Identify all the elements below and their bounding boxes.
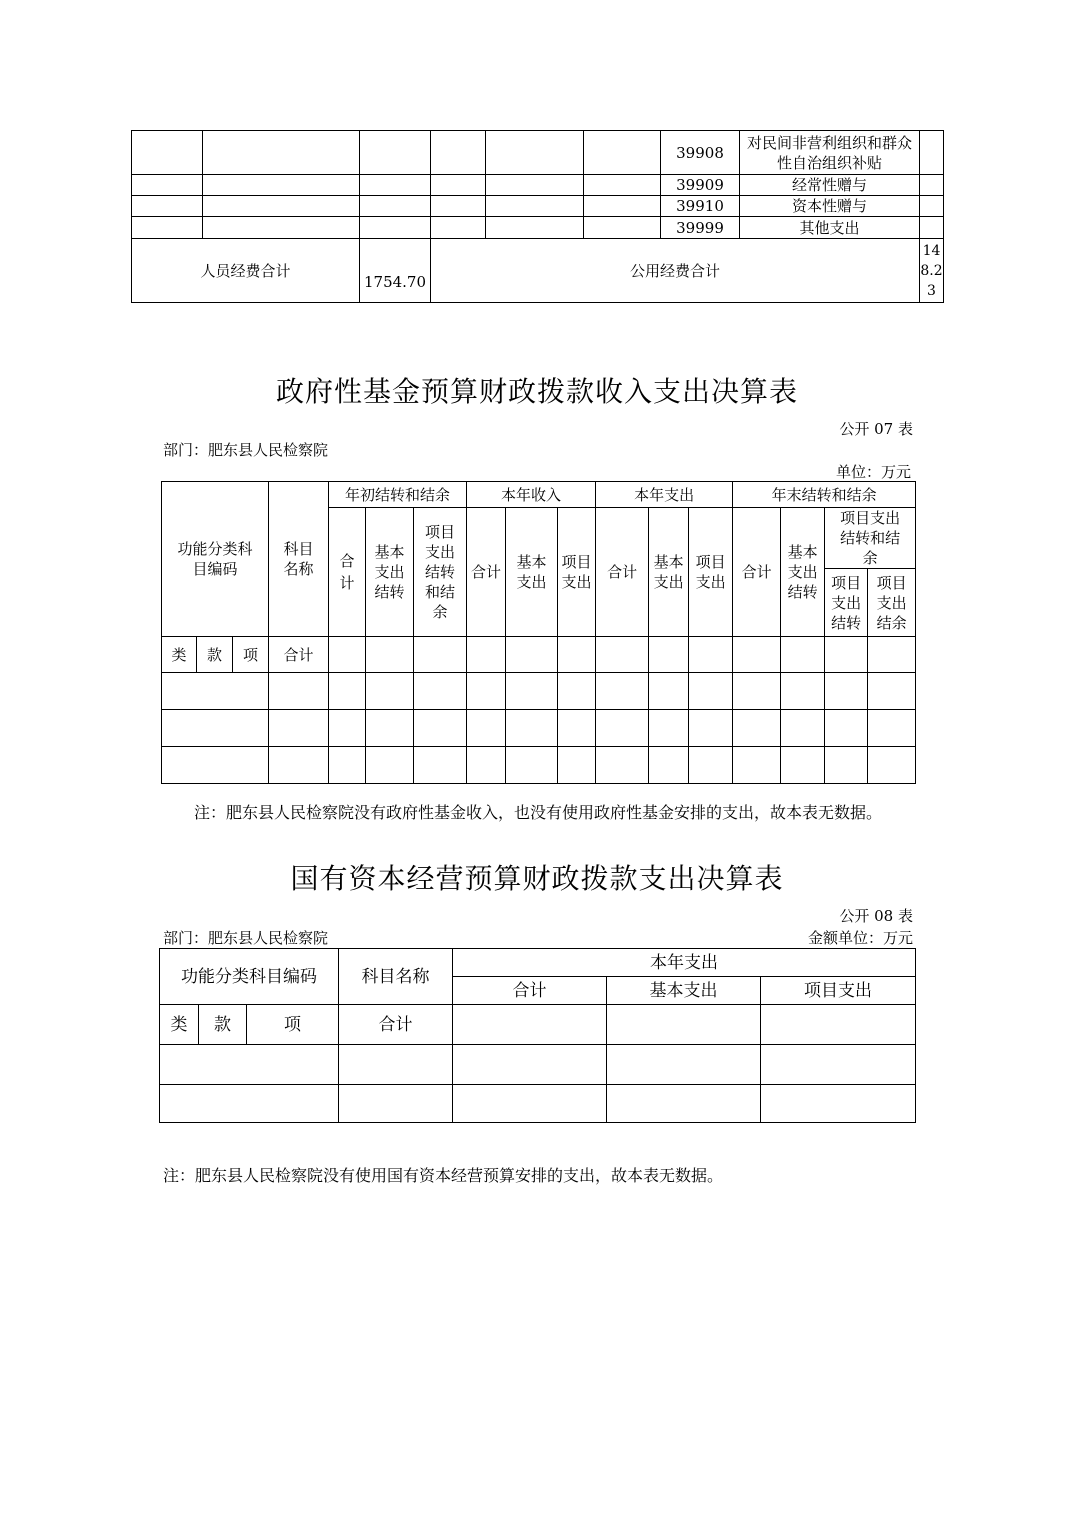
- h-func-code: 功能分类科目编码: [160, 949, 339, 1005]
- code-cell: 39908: [661, 131, 740, 175]
- c-basic-carry: 基本支出结转: [781, 508, 825, 637]
- table07-form-no: 公开 07 表: [839, 420, 913, 438]
- name-cell: 对民间非营利组织和群众性自治组织补贴: [740, 131, 920, 175]
- g-begin-balance: 年初结转和结余: [329, 482, 467, 508]
- table-row: [160, 1085, 916, 1123]
- h-xiang: 项: [233, 637, 269, 673]
- c-proj: 项目支出: [689, 508, 733, 637]
- c-proj-rest: 项目支出结余: [868, 569, 916, 637]
- code-cell: 39909: [661, 175, 740, 196]
- g-expense: 本年支出: [596, 482, 733, 508]
- table-row: [162, 673, 916, 710]
- c-proj-sub: 项目支出结转和结余: [825, 508, 916, 569]
- table-row: [162, 747, 916, 784]
- g-expense: 本年支出: [453, 949, 916, 977]
- c-basic: 基本支出: [649, 508, 689, 637]
- h-kuan: 款: [197, 637, 233, 673]
- code-cell: 39999: [661, 217, 740, 239]
- table08-unit: 金额单位：万元: [807, 929, 913, 947]
- h-sum: 合计: [339, 1005, 453, 1045]
- table07-dept: 部门：肥东县人民检察院: [163, 441, 329, 459]
- c-basic: 基本支出: [506, 508, 558, 637]
- table07: [161, 481, 916, 784]
- table07-unit: 单位：万元: [835, 463, 911, 481]
- c-total: 合计: [467, 508, 506, 637]
- h-sum: 合计: [269, 637, 329, 673]
- public-label: 公用经费合计: [431, 239, 920, 303]
- name-cell: 经常性赠与: [740, 175, 920, 196]
- h-kuan: 款: [199, 1005, 247, 1045]
- table-row: [162, 710, 916, 747]
- g-income: 本年收入: [467, 482, 596, 508]
- c-basic: 基本支出: [607, 977, 761, 1005]
- table08: [159, 948, 916, 1123]
- personnel-label: 人员经费合计: [132, 239, 360, 303]
- table08-form-no: 公开 08 表: [839, 907, 913, 925]
- h-subject-name: 科目名称: [339, 949, 453, 1005]
- c-basic-carry: 基本支出结转: [366, 508, 414, 637]
- table08-dept: 部门：肥东县人民检察院: [163, 929, 329, 947]
- c-proj-carry: 项目支出结转和结余: [414, 508, 467, 637]
- public-value: 148.23: [920, 239, 944, 303]
- c-total: 合计: [453, 977, 607, 1005]
- table08-title: 国有资本经营预算财政拨款支出决算表: [290, 862, 784, 895]
- name-cell: 其他支出: [740, 217, 920, 239]
- h-subject-name: 科目名称: [269, 482, 329, 637]
- top-expense-table: [131, 130, 944, 303]
- table-row: [160, 1045, 916, 1085]
- c-proj-carry2: 项目支出结转: [825, 569, 868, 637]
- name-cell: 资本性赠与: [740, 196, 920, 217]
- h-func-code: 功能分类科目编码: [162, 482, 269, 637]
- h-xiang: 项: [247, 1005, 339, 1045]
- code-cell: 39910: [661, 196, 740, 217]
- table07-note: 注：肥东县人民检察院没有政府性基金收入，也没有使用政府性基金安排的支出，故本表无数据。: [193, 803, 882, 822]
- c-total: 合计: [329, 508, 366, 637]
- table07-title: 政府性基金预算财政拨款收入支出决算表: [275, 375, 798, 408]
- c-total: 合计: [733, 508, 781, 637]
- h-lei: 类: [160, 1005, 199, 1045]
- g-end-balance: 年末结转和结余: [733, 482, 916, 508]
- personnel-value: 1754.70: [360, 239, 431, 303]
- c-proj: 项目支出: [558, 508, 596, 637]
- c-proj: 项目支出: [761, 977, 916, 1005]
- h-lei: 类: [162, 637, 197, 673]
- table08-note: 注：肥东县人民检察院没有使用国有资本经营预算安排的支出，故本表无数据。: [163, 1166, 724, 1185]
- c-total: 合计: [596, 508, 649, 637]
